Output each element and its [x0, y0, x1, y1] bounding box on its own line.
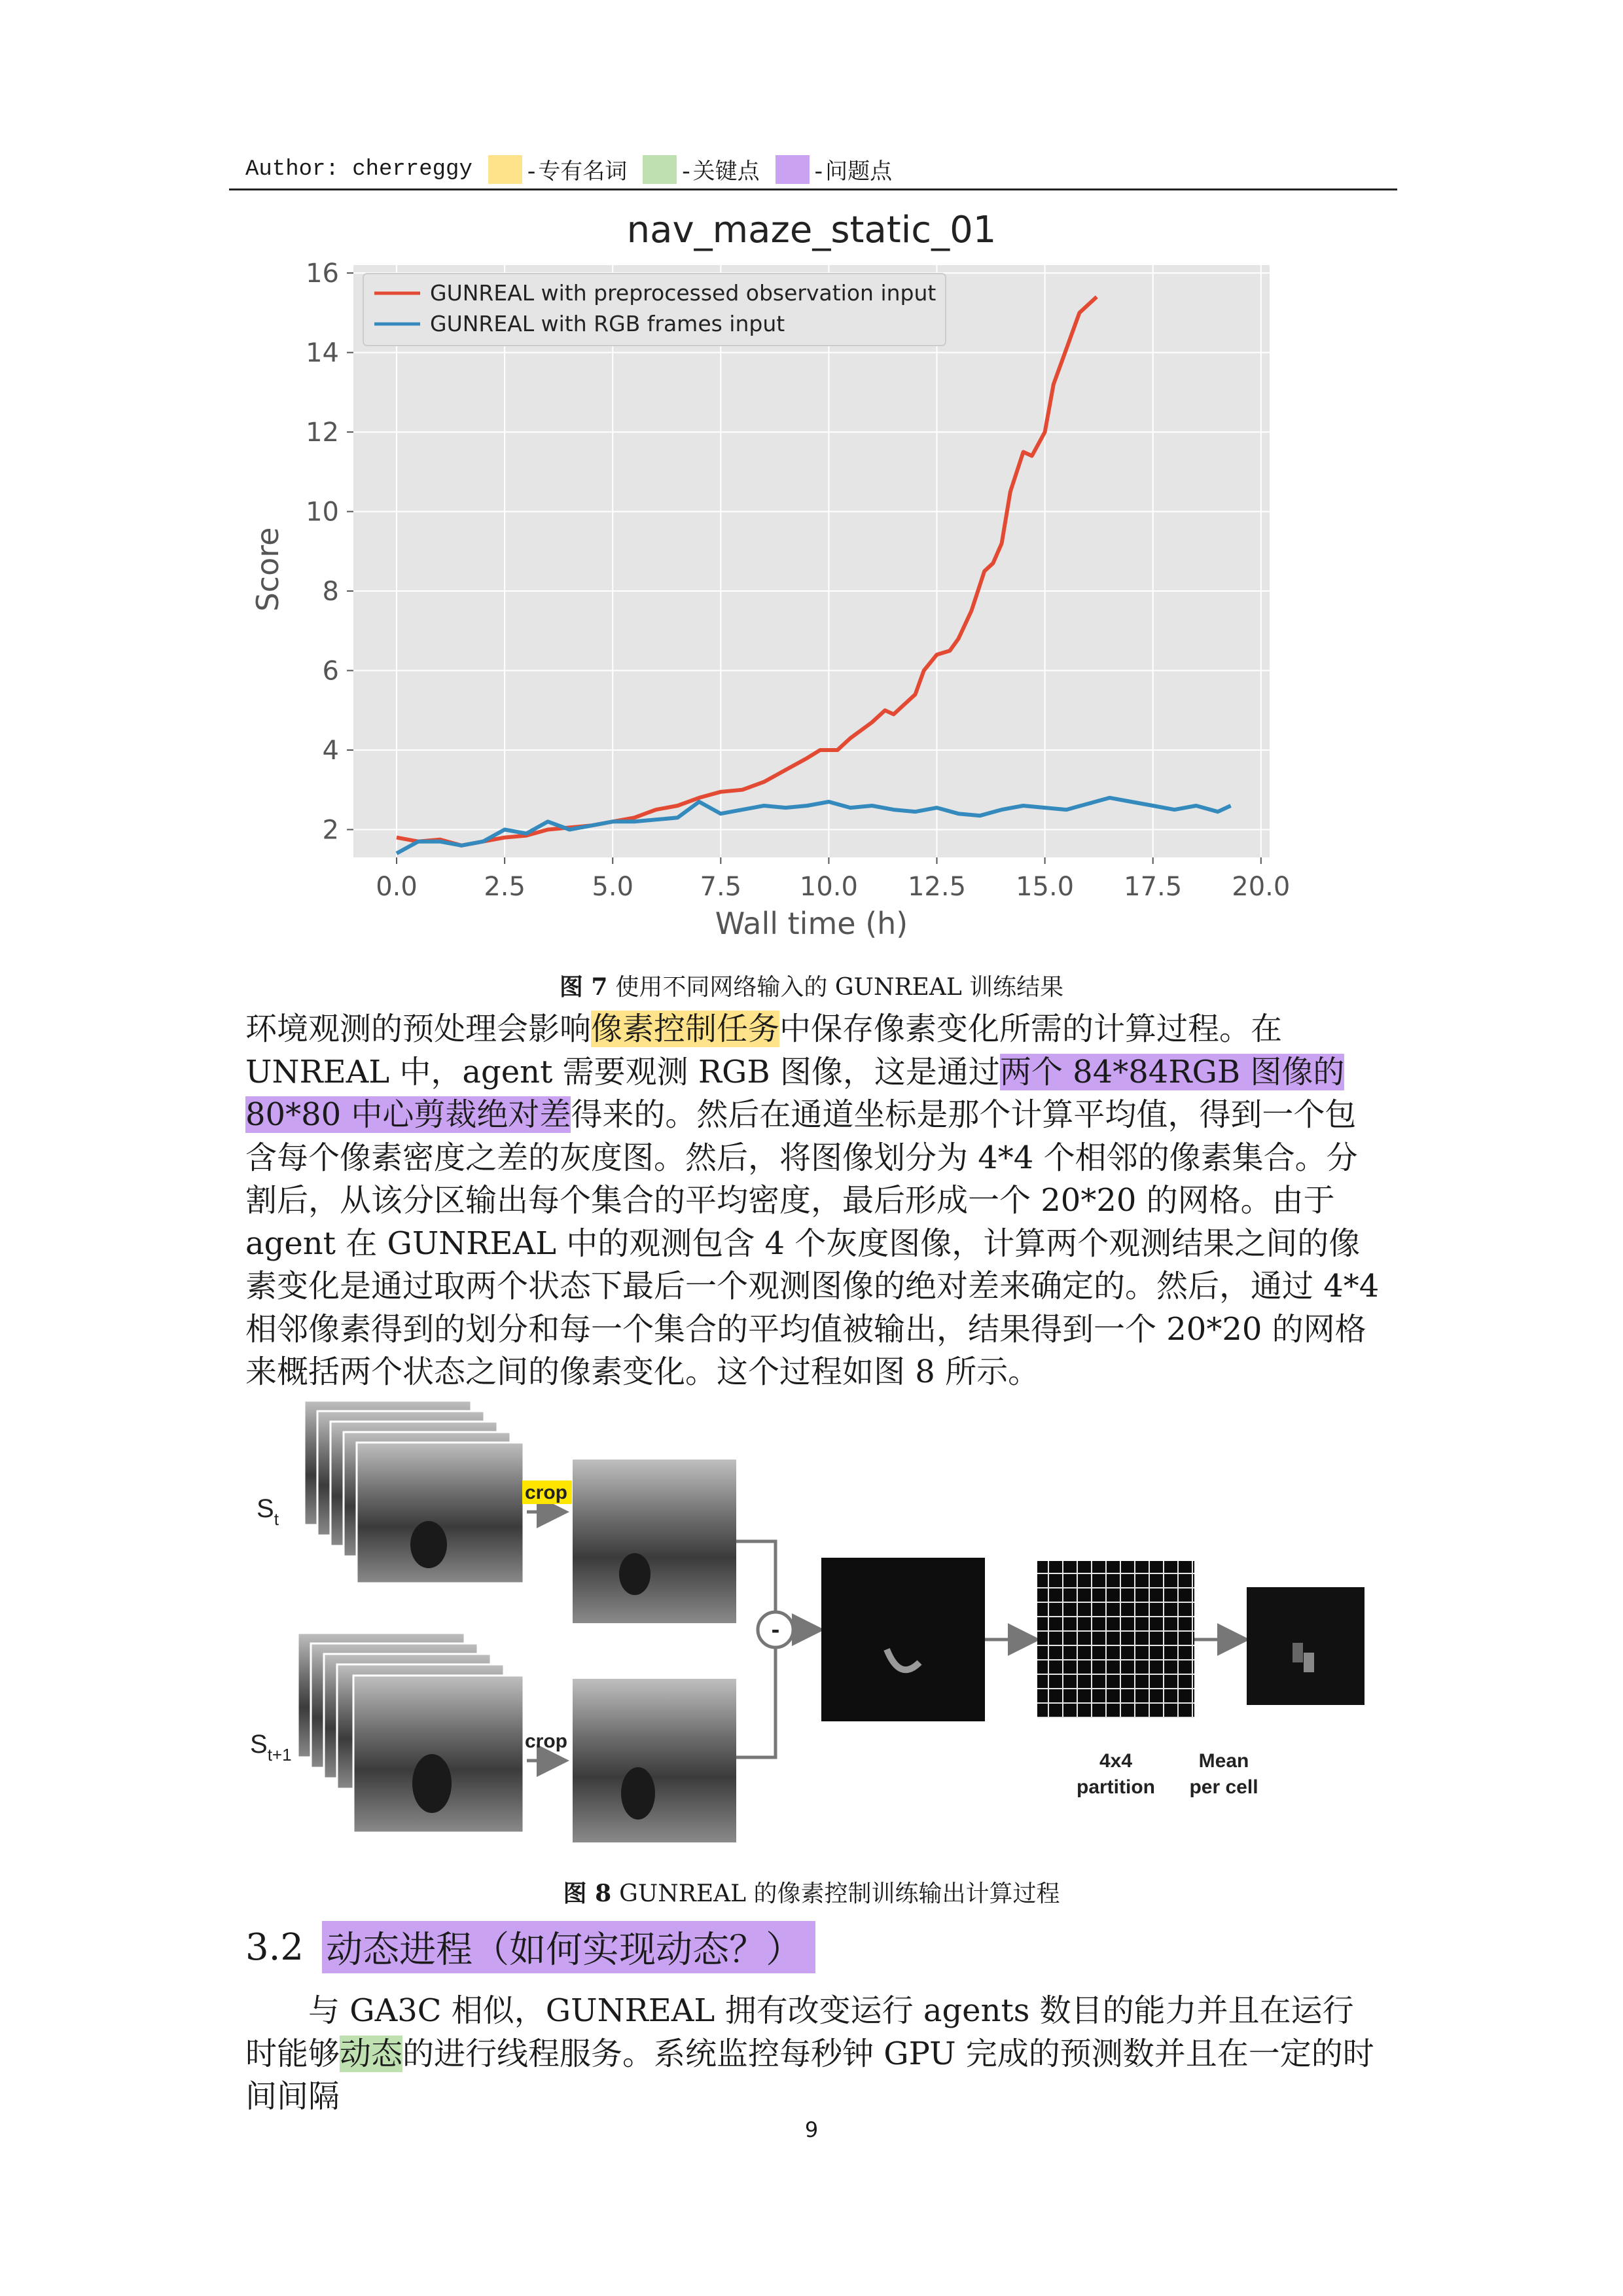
text-run: 环境观测的预处理会影响 — [245, 1011, 592, 1047]
state-subscript: t+1 — [267, 1745, 292, 1765]
legend-swatch-purple — [776, 155, 810, 184]
y-tick-label: 10 — [306, 497, 339, 528]
figure-8-caption — [0, 1875, 1623, 1909]
legend-label: -专有名词 — [524, 161, 628, 186]
crop-label-bottom: crop — [525, 1731, 568, 1752]
y-tick-label: 8 — [322, 577, 339, 607]
mean-label-line2: per cell — [1189, 1776, 1258, 1798]
score-chart — [229, 203, 1309, 962]
x-tick-label: 10.0 — [799, 872, 858, 902]
legend-key-point — [627, 153, 759, 186]
text-run: 中保存像素变化所需的计算过程。在 — [779, 1011, 1283, 1047]
legend-label: -关键点 — [679, 161, 760, 186]
page-header — [245, 149, 1397, 190]
difference-image — [821, 1558, 985, 1721]
pixel-control-diagram — [242, 1401, 1394, 1859]
caption-text: 使用不同网络输入的 GUNREAL 训练结果 — [615, 974, 1064, 1001]
y-tick-label: 14 — [306, 338, 339, 368]
legend — [363, 274, 946, 346]
legend-proper-noun — [473, 153, 627, 186]
legend-swatch-green — [643, 155, 677, 184]
y-tick-label: 6 — [322, 656, 339, 687]
legend-label: -问题点 — [812, 161, 893, 186]
partition-label-line2: partition — [1077, 1776, 1155, 1798]
text-run: 与 GA3C 相似，GUNREAL 拥有改变运行 agents 数目的能力并且在运行时能够 — [245, 1992, 1354, 2072]
legend-swatch-yellow — [488, 155, 522, 184]
x-axis-label: Wall time (h) — [715, 906, 908, 941]
figure-7-caption — [0, 969, 1623, 1002]
x-tick-label: 20.0 — [1232, 872, 1291, 902]
x-tick-label: 12.5 — [907, 872, 967, 902]
section-heading — [245, 1921, 815, 1973]
y-tick-label: 4 — [322, 736, 339, 766]
section-title: 动态进程（如何实现动态？） — [322, 1921, 815, 1973]
legend-problem-point — [760, 153, 892, 186]
y-tick-label: 16 — [306, 259, 339, 289]
y-tick-label: 12 — [306, 418, 339, 448]
caption-label: 图 8 — [563, 1880, 612, 1907]
caption-text: GUNREAL 的像素控制训练输出计算过程 — [619, 1880, 1060, 1907]
body-paragraph-2 — [245, 1990, 1384, 2119]
body-paragraph-1 — [245, 1008, 1384, 1394]
x-tick-label: 7.5 — [700, 872, 742, 902]
x-tick-label: 15.0 — [1016, 872, 1075, 902]
state-t-label — [257, 1494, 279, 1529]
cropped-frame-t1 — [573, 1679, 736, 1842]
x-tick-label: 2.5 — [484, 872, 526, 902]
text-run: UNREAL 中，agent 需要观测 RGB 图像，这是通过 — [245, 1053, 1000, 1090]
page-number: 9 — [804, 2117, 819, 2142]
figure-reference: 图 8 — [874, 1354, 935, 1390]
legend-entry-rgb: GUNREAL with RGB frames input — [430, 311, 785, 336]
x-tick-label: 17.5 — [1124, 872, 1183, 902]
section-number: 3.2 — [245, 1926, 304, 1969]
state-subscript: t — [274, 1509, 279, 1529]
state-t1-label — [250, 1730, 292, 1765]
y-axis-label: Score — [250, 527, 285, 612]
state-symbol: S — [257, 1494, 274, 1523]
minus-sign: - — [771, 1616, 780, 1643]
crop-label-top: crop — [525, 1482, 568, 1503]
x-tick-label: 0.0 — [376, 872, 418, 902]
figure-8-diagram — [242, 1401, 1394, 1859]
x-tick-label: 5.0 — [592, 872, 634, 902]
text-run: 的进行线程服务。系统监控每秒钟 GPU 完成的预测数并且在一定的时间间隔 — [245, 2035, 1374, 2115]
frame-stack-t — [304, 1401, 524, 1583]
chart-title: nav_maze_static_01 — [626, 209, 997, 251]
author-label: Author: cherreggy — [245, 157, 473, 182]
partition-grid — [1037, 1561, 1194, 1718]
caption-label: 图 7 — [559, 973, 608, 1001]
text-run: 得来的。然后在通道坐标是那个计算平均值，得到一个包含每个像素密度之差的灰度图。然后，将图像划分为 4*4 个相邻的像素集合。分割后，从该分区输出每个集合的平均密度，最后形成一个 20*20 的网格。由于 agent 在 GUNREAL 中的观测包含 4 个灰度图像，计算两个观测结果之间的像素变化是通过取两个状态下最后一个观测图像的绝对差来确定的。然后，通过 4*4 相邻像素得到的划分和每一个集合的平均值被输出，结果得到一个 20*20 的网格来概括两个状态之间的像素变化。这个过程如 — [245, 1096, 1380, 1390]
y-tick-label: 2 — [322, 815, 339, 846]
header-rule — [229, 188, 1397, 190]
text-run: 所示。 — [935, 1354, 1040, 1390]
legend-entry-preprocessed: GUNREAL with preprocessed observation input — [430, 280, 936, 306]
frame-stack-t1 — [298, 1633, 524, 1833]
state-symbol: S — [250, 1730, 268, 1759]
cropped-frame-t — [573, 1460, 736, 1623]
highlight-proper-noun: 像素控制任务 — [591, 1011, 780, 1047]
mean-per-cell-image — [1247, 1587, 1364, 1705]
highlight-problem: 两个 84*84RGB 图像的 80*80 中心剪裁绝对差 — [245, 1053, 1345, 1133]
mean-label-line1: Mean — [1198, 1750, 1249, 1772]
partition-label-line1: 4x4 — [1099, 1750, 1133, 1772]
plot-area — [353, 265, 1270, 857]
highlight-key-point: 动态 — [340, 2035, 403, 2072]
chart-svg — [229, 203, 1309, 962]
